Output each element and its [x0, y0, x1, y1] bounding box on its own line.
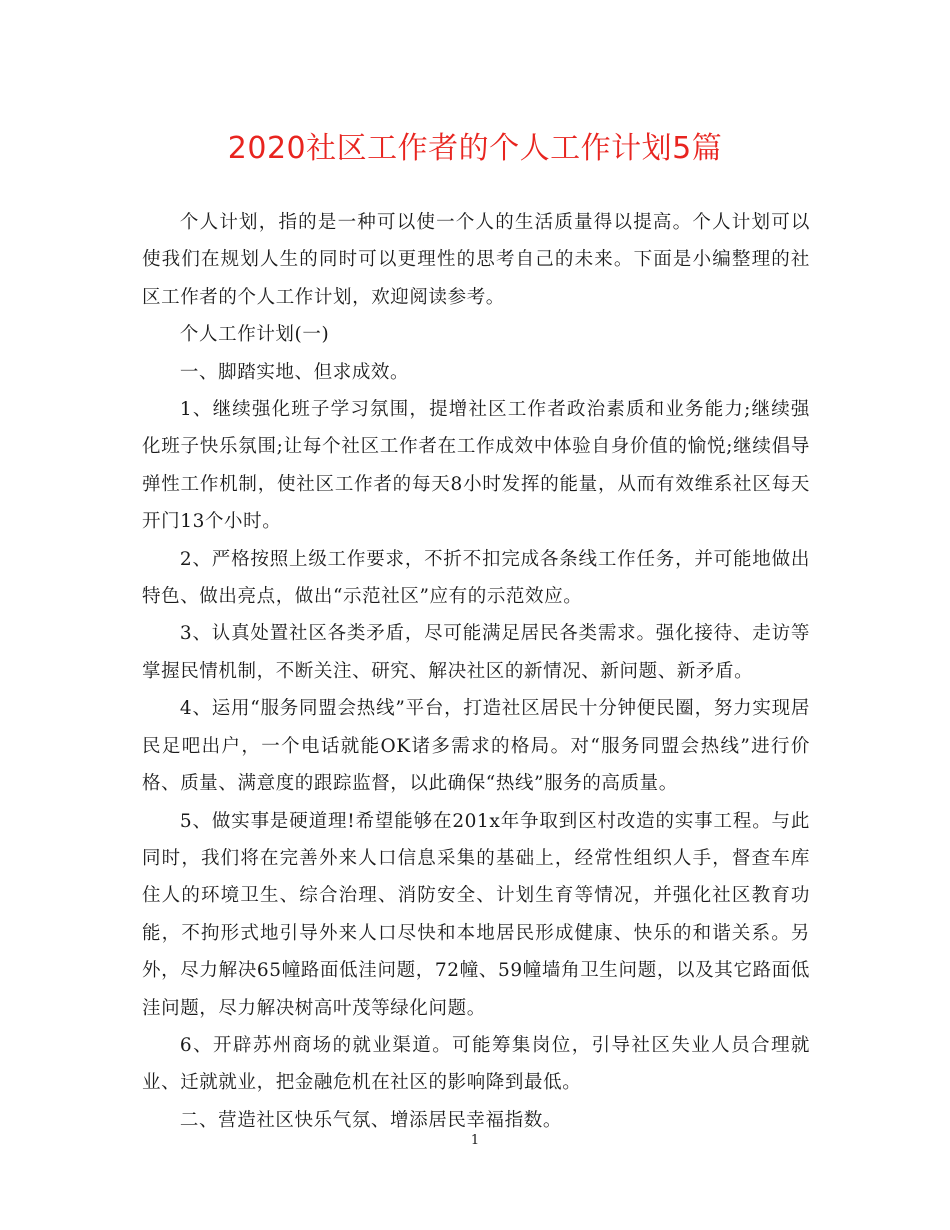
paragraph-item-5: 5、做实事是硬道理!希望能够在201x年争取到区村改造的实事工程。与此同时，我们将在完善外来人口信息采集的基础上，经常性组织人手，督查车库住人的环境卫生、综合治理、消防安全、计划生育等情况，并强化社区教育功能，不拘形式地引导外来人口尽快和本地居民形成健康、快乐的和谐关系。另外，尽力解决65幢路面低洼问题，72幢、59幢墙角卫生问题，以及其它路面低洼问题，尽力解决树高叶茂等绿化问题。 [142, 810, 810, 1019]
paragraph-item-4: 4、运用“服务同盟会热线”平台，打造社区居民十分钟便民圈，努力实现居民足吧出户，一个电话就能OK诸多需求的格局。对“服务同盟会热线”进行价格、质量、满意度的跟踪监督，以此确保“热线”服务的高质量。 [142, 698, 810, 795]
paragraph-item-6: 6、开辟苏州商场的就业渠道。可能筹集岗位，引导社区失业人员合理就业、迁就就业，把金融危机在社区的影响降到最低。 [142, 1034, 810, 1094]
intro-paragraph: 个人计划，指的是一种可以使一个人的生活质量得以提高。个人计划可以使我们在规划人生的同时可以更理性的思考自己的未来。下面是小编整理的社区工作者的个人工作计划，欢迎阅读参考。 [142, 212, 810, 308]
section-heading-plan-1: 个人工作计划(一) [179, 324, 330, 346]
document-title: 2020社区工作者的个人工作计划5篇 [227, 131, 723, 166]
paragraph-item-3: 3、认真处置社区各类矛盾，尽可能满足居民各类需求。强化接待、走访等掌握民情机制，不断关注、研究、解决社区的新情况、新问题、新矛盾。 [142, 623, 810, 682]
paragraph-item-1: 1、继续强化班子学习氛围，提增社区工作者政治素质和业务能力;继续强化班子快乐氛围;让每个社区工作者在工作成效中体验自身价值的愉悦;继续倡导弹性工作机制，使社区工作者的每天8小时发挥的能量，从而有效维系社区每天开门13个小时。 [142, 399, 810, 533]
paragraph-item-2: 2、严格按照上级工作要求，不折不扣完成各条线工作任务，并可能地做出特色、做出亮点，做出“示范社区”应有的示范效应。 [142, 548, 810, 608]
subheading-one: 一、脚踏实地、但求成效。 [179, 361, 410, 383]
subheading-two: 二、营造社区快乐气氛、增添居民幸福指数。 [179, 1109, 562, 1131]
page-number: 1 [470, 1133, 480, 1148]
document-body [142, 204, 810, 1139]
